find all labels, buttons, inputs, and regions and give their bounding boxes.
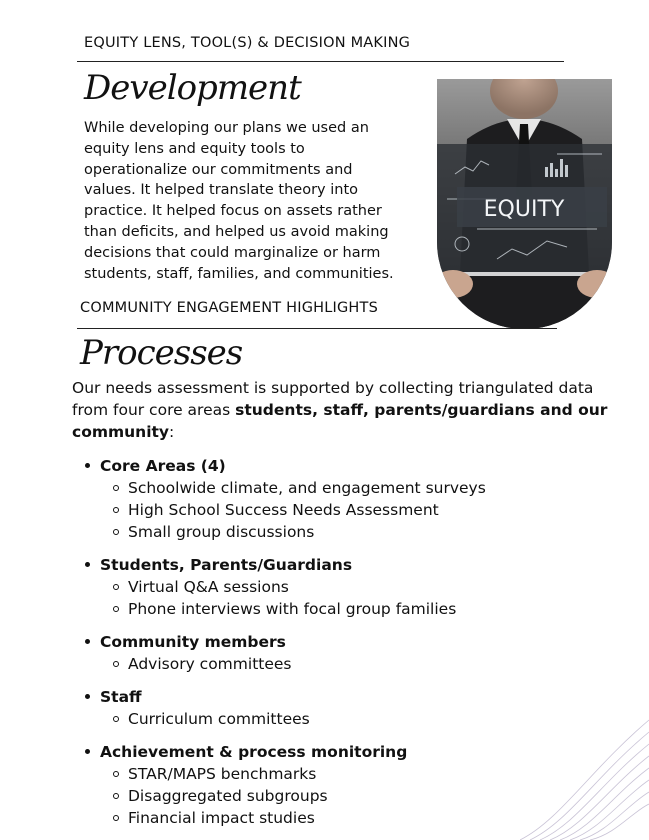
section-heading-equity-lens: EQUITY LENS, TOOL(S) & DECISION MAKING	[84, 35, 411, 51]
subitem-list	[100, 477, 632, 543]
subitem-list	[100, 576, 632, 620]
processes-intro	[72, 377, 627, 443]
list-item: STAR/MAPS benchmarks	[100, 763, 632, 785]
community-divider	[77, 328, 557, 329]
list-item: High School Success Needs Assessment	[100, 499, 632, 521]
intro-bold-text: students, staff, parents/guardians and our community	[72, 401, 608, 441]
list-item: Curriculum committees	[100, 708, 632, 730]
category-label: Achievement & process monitoring	[100, 743, 408, 761]
subitem-list	[100, 653, 632, 675]
intro-text: Our needs assessment is supported by collecting triangulated data from four core areas	[72, 379, 594, 419]
category-label: Students, Parents/Guardians	[100, 556, 353, 574]
section-heading-community-engagement: COMMUNITY ENGAGEMENT HIGHLIGHTS	[80, 300, 378, 316]
decorative-wave-lines	[520, 710, 649, 840]
equity-screen-text: EQUITY	[483, 197, 565, 222]
list-item: Disaggregated subgroups	[100, 785, 632, 807]
heading-divider	[77, 61, 564, 62]
list-item: Small group discussions	[100, 521, 632, 543]
development-title: Development	[84, 68, 301, 108]
list-item: Virtual Q&A sessions	[100, 576, 632, 598]
list-item: Schoolwide climate, and engagement surveys	[100, 477, 632, 499]
category-community-members	[72, 631, 632, 675]
equity-tablet-photo	[437, 79, 612, 329]
category-label: Staff	[100, 688, 142, 706]
category-core-areas	[72, 455, 632, 543]
processes-title: Processes	[80, 333, 243, 373]
list-item: Advisory committees	[100, 653, 632, 675]
category-label: Community members	[100, 633, 286, 651]
category-students-parents	[72, 554, 632, 620]
category-label: Core Areas (4)	[100, 457, 226, 475]
list-item: Phone interviews with focal group families	[100, 598, 632, 620]
development-paragraph: While developing our plans we used an equity lens and equity tools to operationalize our commitments and values. It helped translate theory into practice. It helped focus on assets rather than deficits, and helped us avoid making decisions that could marginalize or harm students, staff, families, and communities.	[84, 120, 394, 282]
list-item: Financial impact studies	[100, 807, 632, 829]
intro-end: :	[169, 423, 175, 441]
